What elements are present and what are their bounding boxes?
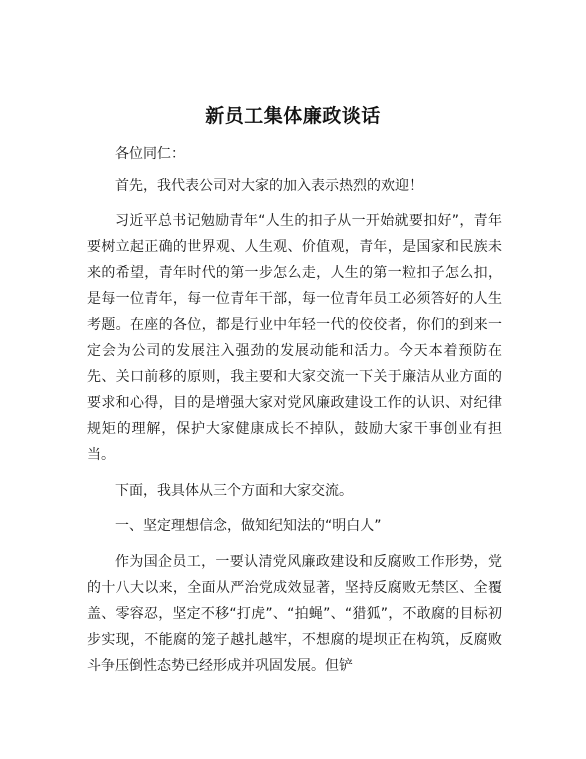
section-heading: 一、坚定理想信念，做知纪知法的“明白人”	[115, 518, 382, 534]
document-title: 新员工集体廉政谈话	[205, 105, 381, 127]
body-paragraph: 习近平总书记勉励青年“人生的扣子从一开始就要扣好”，青年要树立起正确的世界观、人生观、价值观，青年，是国家和民族未来的希望，青年时代的第一步怎么走，人生的第一粒扣子怎么扣，是每一位青年，每一位青年干部，每一位青年员工必须答好的人生考题。在座的各位，都是行业中年轻一代的佼佼者，你们的到来一定会为公司的发展注入强劲的发展动能和活力。今天本着预防在先、关口前移的原则，我主要和大家交流一下关于廉洁从业方面的要求和心得，目的是增强大家对党风廉政建设工作的认识、对纪律规矩的理解，保护大家健康成长不掉队，鼓励大家干事创业有担当。	[87, 213, 502, 463]
greeting-paragraph: 各位同仁：	[115, 146, 185, 162]
intro-paragraph: 下面，我具体从三个方面和大家交流。	[115, 483, 353, 499]
document-body	[87, 141, 502, 685]
body-paragraph: 作为国企员工，一要认清党风廉政建设和反腐败工作形势，党的十八大以来，全面从严治党成效显著，坚持反腐败无禁区、全覆盖、零容忍，坚定不移“打虎”、“拍蝇”、“猎狐”，不敢腐的目标初步实现，不能腐的笼子越扎越牢，不想腐的堤坝正在构筑，反腐败斗争压倒性态势已经形成并巩固发展。但铲	[87, 554, 502, 674]
welcome-paragraph: 首先，我代表公司对大家的加入表示热烈的欢迎！	[115, 178, 423, 194]
